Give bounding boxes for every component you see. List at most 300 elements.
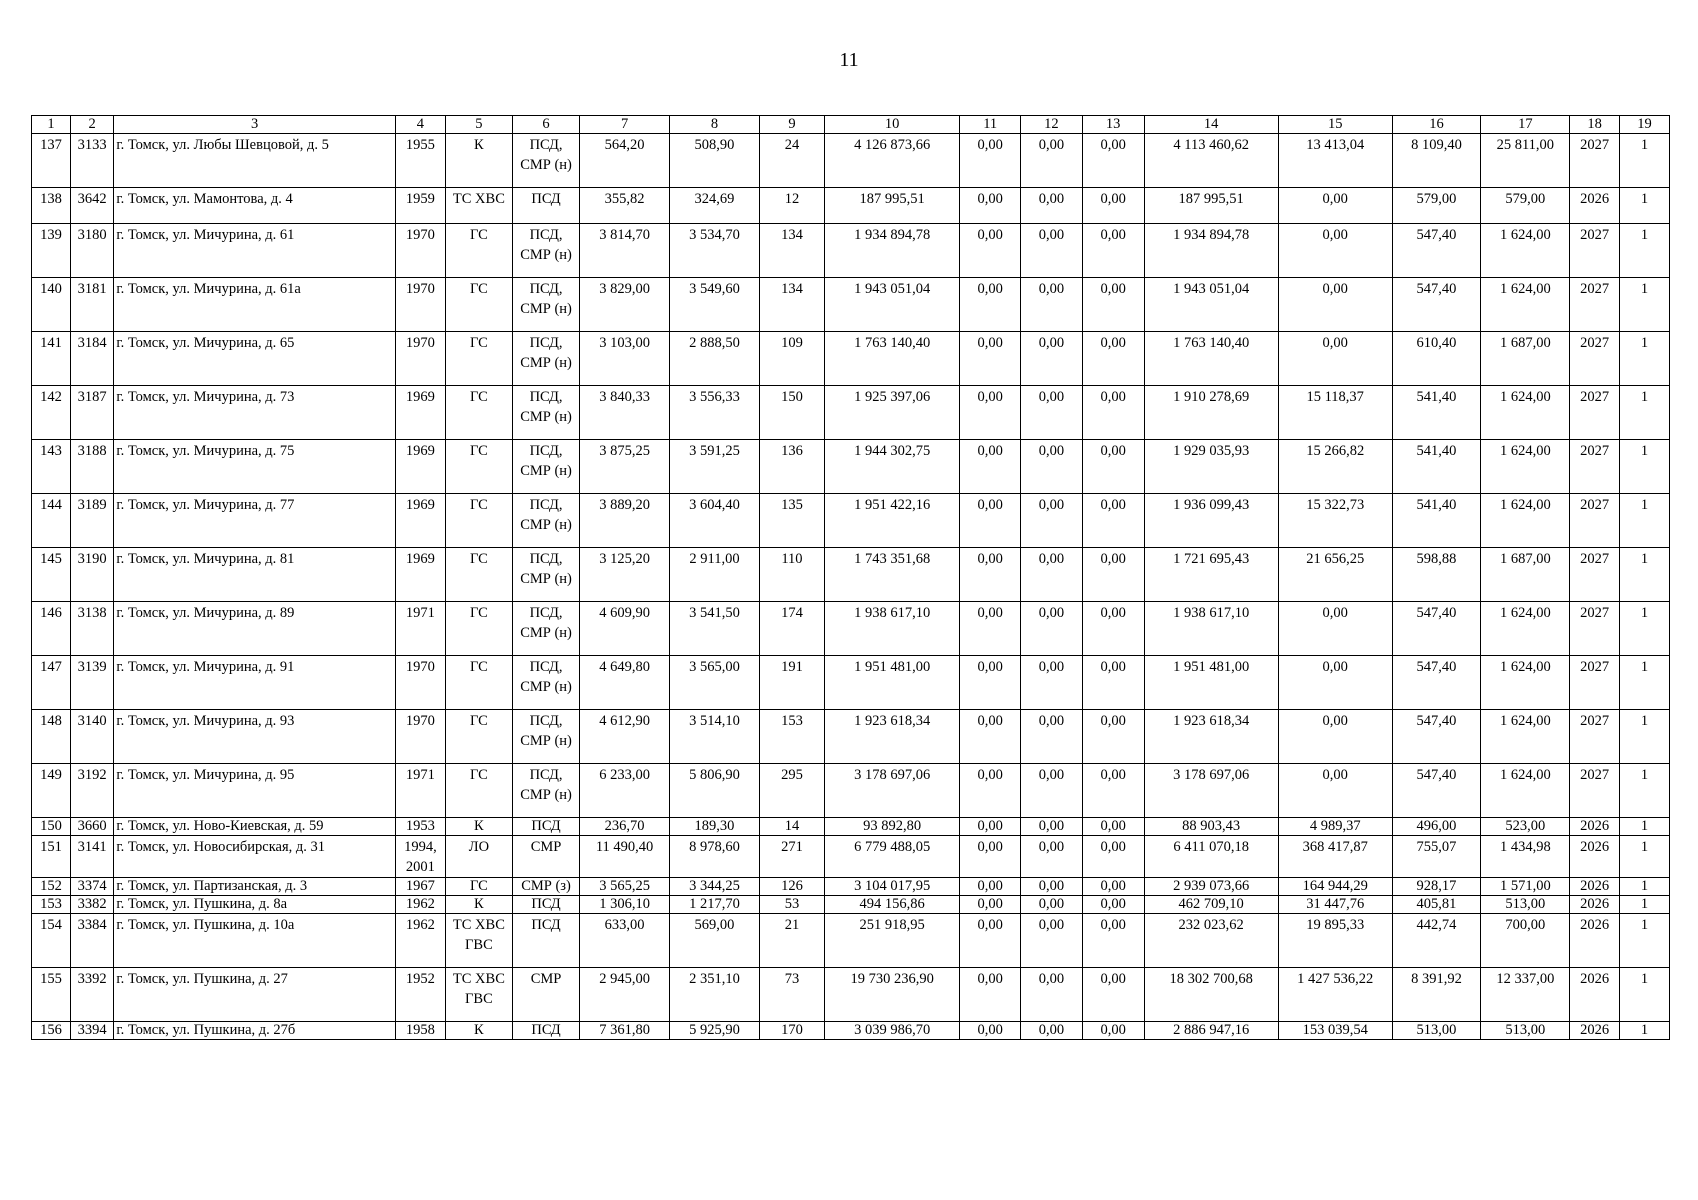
residents-cell: 174 [759,602,824,656]
cost-col-12-cell: 0,00 [1021,818,1083,836]
total-cost-cell: 1 951 422,16 [824,494,959,548]
cost-col-15-cell: 15 266,82 [1278,440,1392,494]
column-header: 6 [512,116,579,134]
cost-col-11-cell: 0,00 [960,896,1021,914]
limit-cost-cell: 12 337,00 [1481,968,1570,1022]
cost-col-11-cell: 0,00 [960,278,1021,332]
cost-col-11-cell: 0,00 [960,818,1021,836]
year-built-cell: 1952 [395,968,445,1022]
work-stage-cell: ПСД [512,818,579,836]
cost-col-13-cell: 0,00 [1082,968,1144,1022]
cost-col-13-cell: 0,00 [1082,224,1144,278]
table-row [32,278,1670,332]
cost-col-14-cell: 1 929 035,93 [1144,440,1278,494]
cost-col-13-cell: 0,00 [1082,710,1144,764]
cost-col-11-cell: 0,00 [960,224,1021,278]
limit-cost-cell: 1 624,00 [1481,656,1570,710]
year-built-cell: 1962 [395,914,445,968]
address-cell: г. Томск, ул. Мичурина, д. 81 [114,548,396,602]
object-code-cell: 3133 [71,134,114,188]
residential-area-cell: 2 888,50 [670,332,760,386]
residents-cell: 191 [759,656,824,710]
cost-col-14-cell: 187 995,51 [1144,188,1278,224]
address-cell: г. Томск, ул. Мичурина, д. 93 [114,710,396,764]
total-cost-cell: 1 934 894,78 [824,224,959,278]
address-cell: г. Томск, ул. Мичурина, д. 61а [114,278,396,332]
cost-col-12-cell: 0,00 [1021,278,1083,332]
limit-cost-cell: 1 624,00 [1481,764,1570,818]
col-19-cell: 1 [1620,878,1670,896]
table-row [32,968,1670,1022]
work-type-cell: К [445,818,512,836]
row-number-cell: 151 [32,836,71,878]
total-area-cell: 236,70 [580,818,670,836]
total-cost-cell: 93 892,80 [824,818,959,836]
cost-col-11-cell: 0,00 [960,914,1021,968]
residents-cell: 126 [759,878,824,896]
cost-col-11-cell: 0,00 [960,656,1021,710]
table-row [32,710,1670,764]
col-19-cell: 1 [1620,224,1670,278]
cost-col-11-cell: 0,00 [960,188,1021,224]
total-cost-cell: 3 178 697,06 [824,764,959,818]
cost-col-12-cell: 0,00 [1021,188,1083,224]
work-type-cell: ГС [445,710,512,764]
col-19-cell: 1 [1620,836,1670,878]
address-cell: г. Томск, ул. Любы Шевцовой, д. 5 [114,134,396,188]
planned-year-cell: 2027 [1570,764,1620,818]
address-cell: г. Томск, ул. Ново-Киевская, д. 59 [114,818,396,836]
cost-col-15-cell: 13 413,04 [1278,134,1392,188]
work-stage-cell: ПСД [512,188,579,224]
cost-col-13-cell: 0,00 [1082,548,1144,602]
address-cell: г. Томск, ул. Пушкина, д. 8а [114,896,396,914]
cost-col-12-cell: 0,00 [1021,440,1083,494]
year-built-cell: 1958 [395,1022,445,1040]
work-stage-cell: ПСД, СМР (н) [512,764,579,818]
cost-col-14-cell: 1 951 481,00 [1144,656,1278,710]
cost-col-14-cell: 2 939 073,66 [1144,878,1278,896]
col-19-cell: 1 [1620,440,1670,494]
column-header: 11 [960,116,1021,134]
work-stage-cell: СМР (з) [512,878,579,896]
total-area-cell: 3 829,00 [580,278,670,332]
limit-cost-cell: 1 624,00 [1481,494,1570,548]
col-19-cell: 1 [1620,914,1670,968]
table-row [32,386,1670,440]
residential-area-cell: 3 549,60 [670,278,760,332]
total-area-cell: 355,82 [580,188,670,224]
cost-col-13-cell: 0,00 [1082,878,1144,896]
cost-col-14-cell: 1 923 618,34 [1144,710,1278,764]
unit-cost-cell: 541,40 [1392,386,1481,440]
limit-cost-cell: 1 624,00 [1481,602,1570,656]
col-19-cell: 1 [1620,494,1670,548]
limit-cost-cell: 700,00 [1481,914,1570,968]
cost-col-15-cell: 0,00 [1278,710,1392,764]
object-code-cell: 3138 [71,602,114,656]
total-area-cell: 7 361,80 [580,1022,670,1040]
limit-cost-cell: 1 687,00 [1481,548,1570,602]
residents-cell: 53 [759,896,824,914]
unit-cost-cell: 598,88 [1392,548,1481,602]
column-header: 14 [1144,116,1278,134]
row-number-cell: 144 [32,494,71,548]
col-19-cell: 1 [1620,1022,1670,1040]
work-stage-cell: ПСД, СМР (н) [512,134,579,188]
work-type-cell: ГС [445,878,512,896]
year-built-cell: 1970 [395,710,445,764]
address-cell: г. Томск, ул. Мичурина, д. 61 [114,224,396,278]
col-19-cell: 1 [1620,386,1670,440]
unit-cost-cell: 547,40 [1392,224,1481,278]
total-area-cell: 564,20 [580,134,670,188]
row-number-cell: 152 [32,878,71,896]
unit-cost-cell: 405,81 [1392,896,1481,914]
column-header: 5 [445,116,512,134]
total-cost-cell: 251 918,95 [824,914,959,968]
unit-cost-cell: 541,40 [1392,440,1481,494]
cost-col-11-cell: 0,00 [960,968,1021,1022]
work-stage-cell: СМР [512,968,579,1022]
work-stage-cell: СМР [512,836,579,878]
object-code-cell: 3140 [71,710,114,764]
cost-col-11-cell: 0,00 [960,440,1021,494]
address-cell: г. Томск, ул. Пушкина, д. 27б [114,1022,396,1040]
planned-year-cell: 2027 [1570,710,1620,764]
total-cost-cell: 1 743 351,68 [824,548,959,602]
cost-col-15-cell: 0,00 [1278,278,1392,332]
total-area-cell: 6 233,00 [580,764,670,818]
residents-cell: 135 [759,494,824,548]
object-code-cell: 3141 [71,836,114,878]
planned-year-cell: 2027 [1570,332,1620,386]
planned-year-cell: 2026 [1570,878,1620,896]
table-row [32,188,1670,224]
cost-col-14-cell: 1 763 140,40 [1144,332,1278,386]
unit-cost-cell: 610,40 [1392,332,1481,386]
year-built-cell: 1955 [395,134,445,188]
total-cost-cell: 19 730 236,90 [824,968,959,1022]
column-header: 8 [670,116,760,134]
limit-cost-cell: 513,00 [1481,1022,1570,1040]
column-header: 15 [1278,116,1392,134]
cost-col-12-cell: 0,00 [1021,878,1083,896]
residents-cell: 73 [759,968,824,1022]
total-cost-cell: 1 938 617,10 [824,602,959,656]
object-code-cell: 3642 [71,188,114,224]
cost-col-14-cell: 1 938 617,10 [1144,602,1278,656]
total-area-cell: 4 609,90 [580,602,670,656]
year-built-cell: 1967 [395,878,445,896]
work-type-cell: ГС [445,656,512,710]
row-number-cell: 156 [32,1022,71,1040]
residential-area-cell: 3 541,50 [670,602,760,656]
row-number-cell: 145 [32,548,71,602]
cost-col-14-cell: 1 910 278,69 [1144,386,1278,440]
work-stage-cell: ПСД, СМР (н) [512,386,579,440]
limit-cost-cell: 25 811,00 [1481,134,1570,188]
cost-col-13-cell: 0,00 [1082,896,1144,914]
repair-program-table [31,115,1670,1040]
cost-col-12-cell: 0,00 [1021,1022,1083,1040]
table-body [32,134,1670,1040]
planned-year-cell: 2027 [1570,602,1620,656]
column-header: 7 [580,116,670,134]
year-built-cell: 1969 [395,386,445,440]
work-stage-cell: ПСД [512,1022,579,1040]
address-cell: г. Томск, ул. Мичурина, д. 73 [114,386,396,440]
row-number-cell: 148 [32,710,71,764]
limit-cost-cell: 1 624,00 [1481,386,1570,440]
work-stage-cell: ПСД, СМР (н) [512,548,579,602]
cost-col-13-cell: 0,00 [1082,764,1144,818]
cost-col-12-cell: 0,00 [1021,386,1083,440]
cost-col-15-cell: 153 039,54 [1278,1022,1392,1040]
residential-area-cell: 3 344,25 [670,878,760,896]
work-type-cell: ГС [445,602,512,656]
work-stage-cell: ПСД [512,896,579,914]
address-cell: г. Томск, ул. Мичурина, д. 95 [114,764,396,818]
table-row [32,1022,1670,1040]
limit-cost-cell: 1 571,00 [1481,878,1570,896]
cost-col-14-cell: 1 934 894,78 [1144,224,1278,278]
column-header: 10 [824,116,959,134]
cost-col-11-cell: 0,00 [960,836,1021,878]
work-type-cell: ТС ХВС ГВС [445,914,512,968]
residents-cell: 136 [759,440,824,494]
residents-cell: 12 [759,188,824,224]
cost-col-14-cell: 1 721 695,43 [1144,548,1278,602]
cost-col-13-cell: 0,00 [1082,494,1144,548]
column-header: 17 [1481,116,1570,134]
limit-cost-cell: 523,00 [1481,818,1570,836]
cost-col-11-cell: 0,00 [960,878,1021,896]
cost-col-15-cell: 0,00 [1278,332,1392,386]
cost-col-13-cell: 0,00 [1082,278,1144,332]
cost-col-15-cell: 19 895,33 [1278,914,1392,968]
unit-cost-cell: 547,40 [1392,602,1481,656]
cost-col-11-cell: 0,00 [960,332,1021,386]
object-code-cell: 3189 [71,494,114,548]
unit-cost-cell: 755,07 [1392,836,1481,878]
total-area-cell: 2 945,00 [580,968,670,1022]
table-row [32,914,1670,968]
planned-year-cell: 2027 [1570,278,1620,332]
total-cost-cell: 3 104 017,95 [824,878,959,896]
residents-cell: 110 [759,548,824,602]
planned-year-cell: 2026 [1570,1022,1620,1040]
table-row [32,134,1670,188]
total-cost-cell: 1 925 397,06 [824,386,959,440]
total-area-cell: 3 103,00 [580,332,670,386]
residents-cell: 271 [759,836,824,878]
cost-col-14-cell: 6 411 070,18 [1144,836,1278,878]
residential-area-cell: 508,90 [670,134,760,188]
year-built-cell: 1971 [395,602,445,656]
residents-cell: 153 [759,710,824,764]
total-area-cell: 3 840,33 [580,386,670,440]
col-19-cell: 1 [1620,332,1670,386]
col-19-cell: 1 [1620,710,1670,764]
unit-cost-cell: 547,40 [1392,764,1481,818]
address-cell: г. Томск, ул. Мичурина, д. 77 [114,494,396,548]
residential-area-cell: 3 565,00 [670,656,760,710]
column-header: 9 [759,116,824,134]
planned-year-cell: 2027 [1570,656,1620,710]
address-cell: г. Томск, ул. Мичурина, д. 65 [114,332,396,386]
year-built-cell: 1969 [395,440,445,494]
object-code-cell: 3384 [71,914,114,968]
row-number-cell: 138 [32,188,71,224]
work-stage-cell: ПСД, СМР (н) [512,602,579,656]
total-area-cell: 4 649,80 [580,656,670,710]
residential-area-cell: 1 217,70 [670,896,760,914]
planned-year-cell: 2026 [1570,968,1620,1022]
object-code-cell: 3382 [71,896,114,914]
work-type-cell: ГС [445,548,512,602]
table-row [32,602,1670,656]
cost-col-15-cell: 1 427 536,22 [1278,968,1392,1022]
cost-col-14-cell: 232 023,62 [1144,914,1278,968]
residential-area-cell: 5 925,90 [670,1022,760,1040]
cost-col-11-cell: 0,00 [960,494,1021,548]
total-area-cell: 11 490,40 [580,836,670,878]
cost-col-15-cell: 4 989,37 [1278,818,1392,836]
planned-year-cell: 2026 [1570,836,1620,878]
column-header: 1 [32,116,71,134]
year-built-cell: 1969 [395,494,445,548]
column-header: 3 [114,116,396,134]
limit-cost-cell: 1 434,98 [1481,836,1570,878]
cost-col-12-cell: 0,00 [1021,764,1083,818]
unit-cost-cell: 442,74 [1392,914,1481,968]
limit-cost-cell: 579,00 [1481,188,1570,224]
col-19-cell: 1 [1620,968,1670,1022]
cost-col-13-cell: 0,00 [1082,602,1144,656]
cost-col-13-cell: 0,00 [1082,188,1144,224]
unit-cost-cell: 579,00 [1392,188,1481,224]
column-header: 18 [1570,116,1620,134]
cost-col-12-cell: 0,00 [1021,896,1083,914]
cost-col-12-cell: 0,00 [1021,836,1083,878]
cost-col-12-cell: 0,00 [1021,602,1083,656]
row-number-cell: 150 [32,818,71,836]
total-area-cell: 3 125,20 [580,548,670,602]
cost-col-11-cell: 0,00 [960,764,1021,818]
cost-col-13-cell: 0,00 [1082,1022,1144,1040]
object-code-cell: 3190 [71,548,114,602]
work-type-cell: К [445,896,512,914]
residents-cell: 134 [759,278,824,332]
row-number-cell: 140 [32,278,71,332]
residents-cell: 295 [759,764,824,818]
residential-area-cell: 3 514,10 [670,710,760,764]
cost-col-12-cell: 0,00 [1021,224,1083,278]
object-code-cell: 3181 [71,278,114,332]
col-19-cell: 1 [1620,602,1670,656]
column-header: 4 [395,116,445,134]
planned-year-cell: 2027 [1570,440,1620,494]
cost-col-15-cell: 15 322,73 [1278,494,1392,548]
row-number-cell: 137 [32,134,71,188]
unit-cost-cell: 8 109,40 [1392,134,1481,188]
col-19-cell: 1 [1620,896,1670,914]
total-cost-cell: 494 156,86 [824,896,959,914]
total-cost-cell: 1 944 302,75 [824,440,959,494]
cost-col-12-cell: 0,00 [1021,494,1083,548]
table-row [32,440,1670,494]
unit-cost-cell: 547,40 [1392,710,1481,764]
address-cell: г. Томск, ул. Мичурина, д. 75 [114,440,396,494]
work-stage-cell: ПСД [512,914,579,968]
address-cell: г. Томск, ул. Пушкина, д. 10а [114,914,396,968]
limit-cost-cell: 1 624,00 [1481,440,1570,494]
object-code-cell: 3374 [71,878,114,896]
work-stage-cell: ПСД, СМР (н) [512,494,579,548]
work-type-cell: К [445,134,512,188]
year-built-cell: 1970 [395,656,445,710]
object-code-cell: 3660 [71,818,114,836]
year-built-cell: 1953 [395,818,445,836]
cost-col-15-cell: 368 417,87 [1278,836,1392,878]
row-number-cell: 142 [32,386,71,440]
col-19-cell: 1 [1620,278,1670,332]
table-row [32,548,1670,602]
total-cost-cell: 1 943 051,04 [824,278,959,332]
total-area-cell: 633,00 [580,914,670,968]
cost-col-13-cell: 0,00 [1082,386,1144,440]
residents-cell: 134 [759,224,824,278]
col-19-cell: 1 [1620,656,1670,710]
residents-cell: 109 [759,332,824,386]
object-code-cell: 3392 [71,968,114,1022]
work-type-cell: ГС [445,278,512,332]
address-cell: г. Томск, ул. Мичурина, д. 91 [114,656,396,710]
work-type-cell: ГС [445,440,512,494]
object-code-cell: 3180 [71,224,114,278]
table-row [32,332,1670,386]
residential-area-cell: 3 534,70 [670,224,760,278]
work-type-cell: ГС [445,494,512,548]
table-row [32,494,1670,548]
cost-col-15-cell: 0,00 [1278,764,1392,818]
row-number-cell: 153 [32,896,71,914]
table-row [32,878,1670,896]
col-19-cell: 1 [1620,818,1670,836]
cost-col-14-cell: 18 302 700,68 [1144,968,1278,1022]
residential-area-cell: 324,69 [670,188,760,224]
column-header: 13 [1082,116,1144,134]
unit-cost-cell: 547,40 [1392,278,1481,332]
unit-cost-cell: 541,40 [1392,494,1481,548]
limit-cost-cell: 1 687,00 [1481,332,1570,386]
year-built-cell: 1994, 2001 [395,836,445,878]
col-19-cell: 1 [1620,134,1670,188]
col-19-cell: 1 [1620,188,1670,224]
planned-year-cell: 2027 [1570,134,1620,188]
total-area-cell: 3 565,25 [580,878,670,896]
row-number-cell: 149 [32,764,71,818]
year-built-cell: 1971 [395,764,445,818]
row-number-cell: 141 [32,332,71,386]
limit-cost-cell: 1 624,00 [1481,224,1570,278]
work-stage-cell: ПСД, СМР (н) [512,278,579,332]
planned-year-cell: 2027 [1570,548,1620,602]
cost-col-14-cell: 3 178 697,06 [1144,764,1278,818]
address-cell: г. Томск, ул. Мичурина, д. 89 [114,602,396,656]
total-area-cell: 3 875,25 [580,440,670,494]
